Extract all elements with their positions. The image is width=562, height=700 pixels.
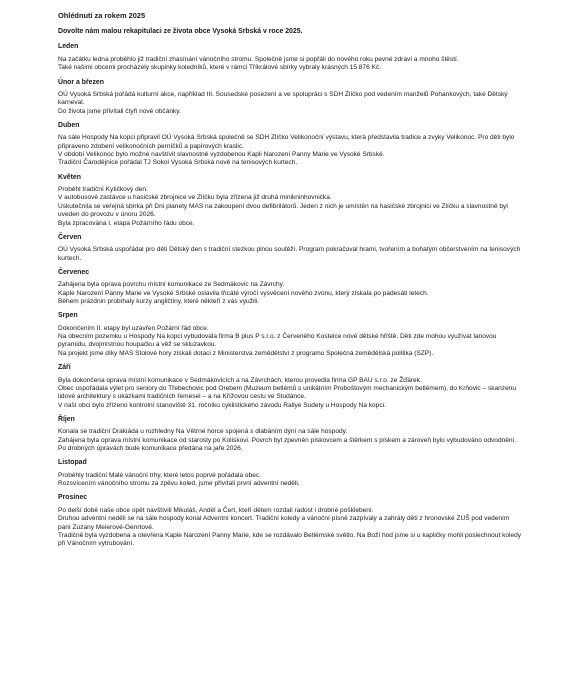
section-heading: Srpen bbox=[58, 312, 78, 320]
paragraph-line: V autobusové zastávce u hasičské zbrojnice ve Zlíčku byla zřízena již druhá minikninhovnička. bbox=[58, 194, 332, 202]
section-heading: Květen bbox=[58, 173, 81, 181]
month-section bbox=[58, 78, 522, 116]
section-heading: Prosinec bbox=[58, 494, 88, 502]
paragraph-line: Byla zpracována I. etapa Požárního řádu obce. bbox=[58, 219, 195, 227]
paragraph-line: V období Velikonoc bylo možné navštívit slavnostně vyzdobenou Kapli Narození Panny Marie ve Vysoké Srbské. bbox=[58, 151, 385, 159]
section-heading: Červen bbox=[58, 233, 82, 241]
section-heading: Listopad bbox=[58, 459, 87, 467]
paragraph-line: Druhou adventní neděli se na sále hospody konal Adventní koncert. Tradiční koledy a vánoční písně zazpívaly a zahrály děti z hronovské ZUŠ pod vedením paní Zuzany Meierové-Genrtové. bbox=[58, 515, 510, 531]
paragraph-line: Na obecním pozemku u Hospody Na kopci vybudovala firma B plus P s.r.o. z Červeného Kostelce nové dětské hřiště. Děti zde mohou využívat lanovou pyramidu, dvojmístnou houpačku a věž se skluzavkou. bbox=[58, 333, 497, 349]
paragraph-line: Konala se tradiční Drakiáda u rozhledny Na Větrné horce spojená s dlabáním dýní na sále hospody. bbox=[58, 428, 348, 436]
document-title: Ohlédnutí za rokem 2025 bbox=[58, 11, 146, 20]
month-section bbox=[58, 268, 522, 306]
paragraph-line: Obec uspořádala výlet pro seniory do Třebechovic pod Orebem (Muzeum betlémů s unikátním Proboštovým mechanickým betlémem), do Krňovic – skanzenu lidové architektury s ukázkami tradičních řemesel – a na Křížovou cestu ve Studánce. bbox=[58, 384, 517, 401]
paragraph-line: Tradičně byla vyzdobena a otevřena Kaple Narození Panny Marie, kde se rozdávalo Betlémské světlo. Na Boží hod jsme si u kapličky mohli poslechnout koledy při Vánočním vytrubování. bbox=[58, 531, 522, 548]
month-section bbox=[58, 458, 522, 488]
paragraph-line: Na začátku ledna proběhlo již tradiční zhasínání vánočního stromu. Společně jsme si popřáli do nového roku pevné zdraví a mnoho štěstí. bbox=[58, 55, 459, 63]
paragraph-line: Na sále Hospody Na kopci připravil OÚ Vysoká Srbská společně se SDH Zlíčko Velikonoční výstavu, která představila tradice a zvyky Velikonoc. Pro děti bylo připraveno zdobení velikonočních perníčků a papírových kraslic. bbox=[58, 134, 515, 150]
paragraph-line: OÚ Vysoká Srbská uspořádal pro děti Dětský den s tradiční stezkou plnou soutěží. Program pokračoval hrami, tvořením a bohatým občerstvením na tenisových kurtech. bbox=[58, 246, 521, 262]
section-heading: Leden bbox=[58, 43, 79, 51]
paragraph-line: Rozsvícením vánočního stromu za zpěvu koled, jsme přivítali první adventní neděli. bbox=[58, 480, 300, 488]
section-heading: Únor a březen bbox=[58, 78, 104, 86]
paragraph-line: Proběhly tradiční Malé vánoční trhy, které letos poprvé pořádala obec. bbox=[58, 471, 261, 479]
paragraph-line: V naší obci bylo zřízeno kontrolní stanoviště 31. ročníku cyklistického závodu Rallye Sudety u Hospody Na kopci. bbox=[58, 401, 386, 409]
paragraph-line: Zahájena byla oprava povrchu místní komunikace ze Sedmákovic na Závrchy. bbox=[58, 281, 285, 289]
month-section bbox=[58, 311, 522, 358]
section-heading: Červenec bbox=[58, 268, 90, 276]
paragraph-line: Byla dokončena oprava místní komunikace v Sedmákovicích a na Závrchách, kterou provedla firma GP BAU s.r.o. ze Žďárek. bbox=[58, 376, 422, 384]
paragraph-line: Dokončením II. etapy byl uzavřen Požární řád obce. bbox=[58, 324, 209, 332]
paragraph-line: Proběhl tradiční Kytičkový den. bbox=[58, 186, 148, 194]
intro-paragraph: Dovolte nám malou rekapitulaci ze života obce Vysoká Srbská v roce 2025. bbox=[58, 28, 303, 35]
month-section bbox=[58, 233, 522, 263]
paragraph-line: Také našimi obcemi procházely skupinky koledníků, které v rámci Tříkrálové sbírky vybraly krásných 15 876 Kč. bbox=[58, 64, 381, 72]
month-section bbox=[58, 121, 522, 168]
paragraph-line: Během prázdnin probíhaly kurzy angličtiny, které někteří z vás využili. bbox=[58, 298, 260, 306]
month-section bbox=[58, 415, 522, 453]
paragraph-line: Tradiční Čarodějnice pořádal TJ Sokol Vysoká Srbská nově na tenisových kurtech. bbox=[58, 159, 298, 167]
section-heading: Říjen bbox=[58, 415, 75, 423]
month-section bbox=[58, 42, 522, 72]
month-section bbox=[58, 363, 522, 410]
sections-container bbox=[58, 42, 522, 548]
paragraph-line: Uskutečnila se veřejná sbírka při Dni planety MAS na zakoupení dvou defibrilátorů. Jeden z nich je umístěn na hasičské zbrojnici ve Zlíčku a slavnostně byl uveden do provozu v únoru 2026. bbox=[58, 202, 508, 219]
paragraph-line: OÚ Vysoká Srbská pořádá kulturní akce, například III. Sousedské posezení a ve spolupráci s SDH Zlíčko pod vedením manželů Pohankových, také Dětský karneval. bbox=[58, 90, 508, 107]
section-heading: Duben bbox=[58, 121, 80, 129]
paragraph-line: Po delší době naše obce opět navštívili Mikuláš, Anděl a Čert, kteří dětem rozdali radost i drobné pošklebení. bbox=[58, 506, 374, 514]
month-section bbox=[58, 493, 522, 548]
paragraph-line: Na projekt jsme díky MAS Stolové hory získali dotaci z Ministerstva zemědělství z programu Společná zemědělská politika (SZP). bbox=[58, 349, 434, 357]
paragraph-line: Zahájena byla oprava místní komunikace od starosty po Koliskovi. Povrch byl zpevněn pískovcem a štěrkem s pískem a zároveň bylo vybudováno odvodnění. bbox=[58, 436, 517, 444]
month-section bbox=[58, 173, 522, 228]
paragraph-line: Do života jsme přivítali čtyři nové občánky. bbox=[58, 107, 181, 115]
paragraph-line: Kaple Narození Panny Marie ve Vysoké Srbské oslavila třicáté výročí vysvěcení nového zvonu, který získala po padesáti letech. bbox=[58, 289, 429, 297]
section-heading: Září bbox=[58, 364, 71, 372]
paragraph-line: Po drobných úpravách bude komunikace předána na jaře 2026. bbox=[58, 445, 243, 453]
